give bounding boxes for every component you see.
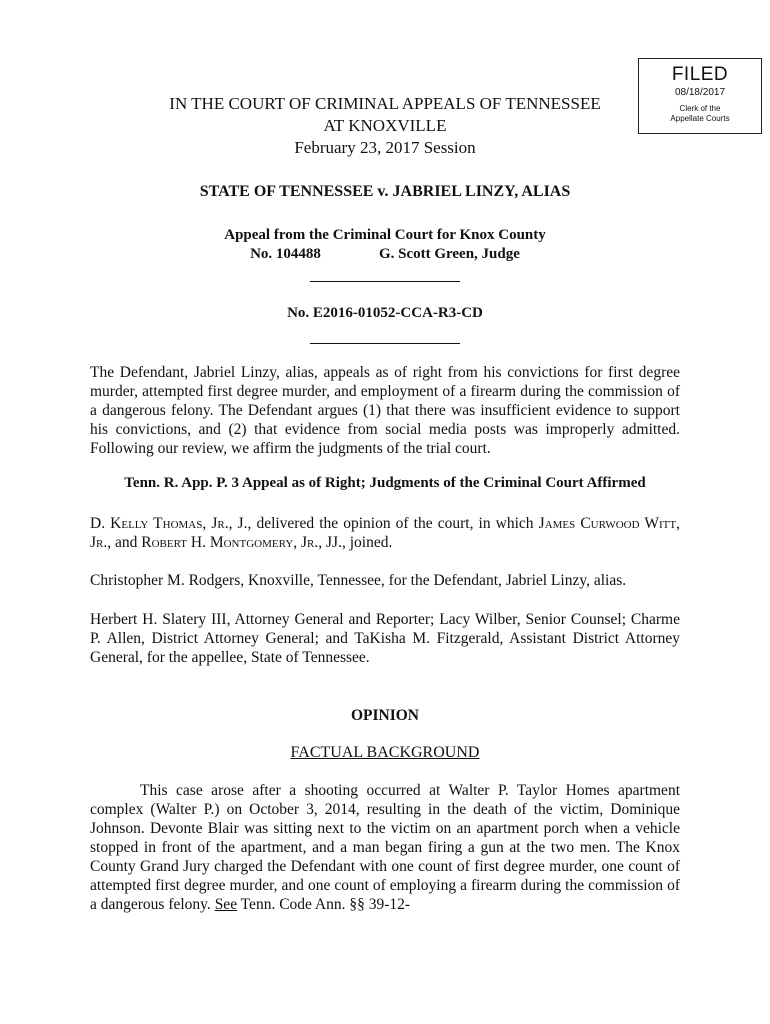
court-location: AT KNOXVILLE bbox=[323, 116, 447, 135]
joining-judge: James Curwood Witt, Jr. bbox=[90, 515, 680, 551]
court-name: IN THE COURT OF CRIMINAL APPEALS OF TENNESSEE bbox=[169, 94, 601, 113]
stamp-courts-line: Appellate Courts bbox=[670, 114, 730, 123]
authorship-conjunction: , and bbox=[107, 534, 142, 551]
authorship-text: , delivered the opinion of the court, in which bbox=[247, 515, 539, 532]
stamp-title: FILED bbox=[671, 64, 729, 85]
session-date: February 23, 2017 Session bbox=[294, 138, 476, 157]
stamp-clerk-line: Clerk of the bbox=[679, 104, 721, 113]
appeal-block bbox=[90, 226, 680, 264]
court-heading bbox=[90, 93, 680, 159]
section-heading: FACTUAL BACKGROUND bbox=[290, 744, 480, 761]
authorship-end: , joined. bbox=[341, 534, 393, 551]
see-signal: See bbox=[214, 896, 238, 913]
divider-rule bbox=[310, 343, 460, 344]
divider-rule bbox=[310, 281, 460, 282]
body-text: This case arose after a shooting occurred at Walter P. Taylor Homes apartment complex (Walter P.) on October 3, 2014, resulting in the death of the victim, Dominique Johnson. Devonte Blair was sitting next to the victim on an apartment porch when a vehicle stopped in front of the apartment, and a man began firing a gun at the two men. The Knox County Grand Jury charged the Defendant with one count of first degree murder, one count of attempted first degree murder, and one count of employing a firearm during the commission of a dangerous felony. bbox=[90, 782, 680, 913]
joining-judge: Robert H. Montgomery, Jr., JJ. bbox=[141, 534, 342, 551]
case-caption: STATE OF TENNESSEE v. JABRIEL LINZY, ALIAS bbox=[199, 183, 571, 200]
state-counsel: Herbert H. Slatery III, Attorney General and Reporter; Lacy Wilber, Senior Counsel; Charme P. Allen, District Attorney General; and TaKisha M. Fitzgerald, Assistant District Attorney General, for the appellee, State of Tennessee. bbox=[90, 611, 680, 666]
stamp-date: 08/18/2017 bbox=[674, 87, 726, 98]
statute-citation: Tenn. Code Ann. §§ 39-12- bbox=[237, 896, 411, 913]
trial-info bbox=[90, 245, 680, 264]
defense-counsel: Christopher M. Rodgers, Knoxville, Tennessee, for the Defendant, Jabriel Linzy, alias. bbox=[90, 572, 627, 589]
appeal-line: Appeal from the Criminal Court for Knox County bbox=[224, 227, 546, 243]
body-paragraph bbox=[90, 781, 680, 914]
case-summary: The Defendant, Jabriel Linzy, alias, appeals as of right from his convictions for first degree murder, attempted first degree murder, and employment of a firearm during the commission of a dangerous felony. The Defendant argues (1) that there was insufficient evidence to support his convictions, and (2) that evidence from social media posts was improperly admitted. Following our review, we affirm the judgments of the trial court. bbox=[90, 364, 680, 457]
docket-number: No. E2016-01052-CCA-R3-CD bbox=[287, 305, 483, 321]
holding-line: Tenn. R. App. P. 3 Appeal as of Right; Judgments of the Criminal Court Affirmed bbox=[124, 475, 646, 491]
opinion-heading: OPINION bbox=[350, 707, 420, 724]
trial-judge: G. Scott Green, Judge bbox=[378, 246, 520, 262]
authorship bbox=[90, 514, 680, 552]
trial-number: No. 104488 bbox=[250, 246, 321, 262]
author-judge: D. Kelly Thomas, Jr., J. bbox=[90, 515, 248, 532]
